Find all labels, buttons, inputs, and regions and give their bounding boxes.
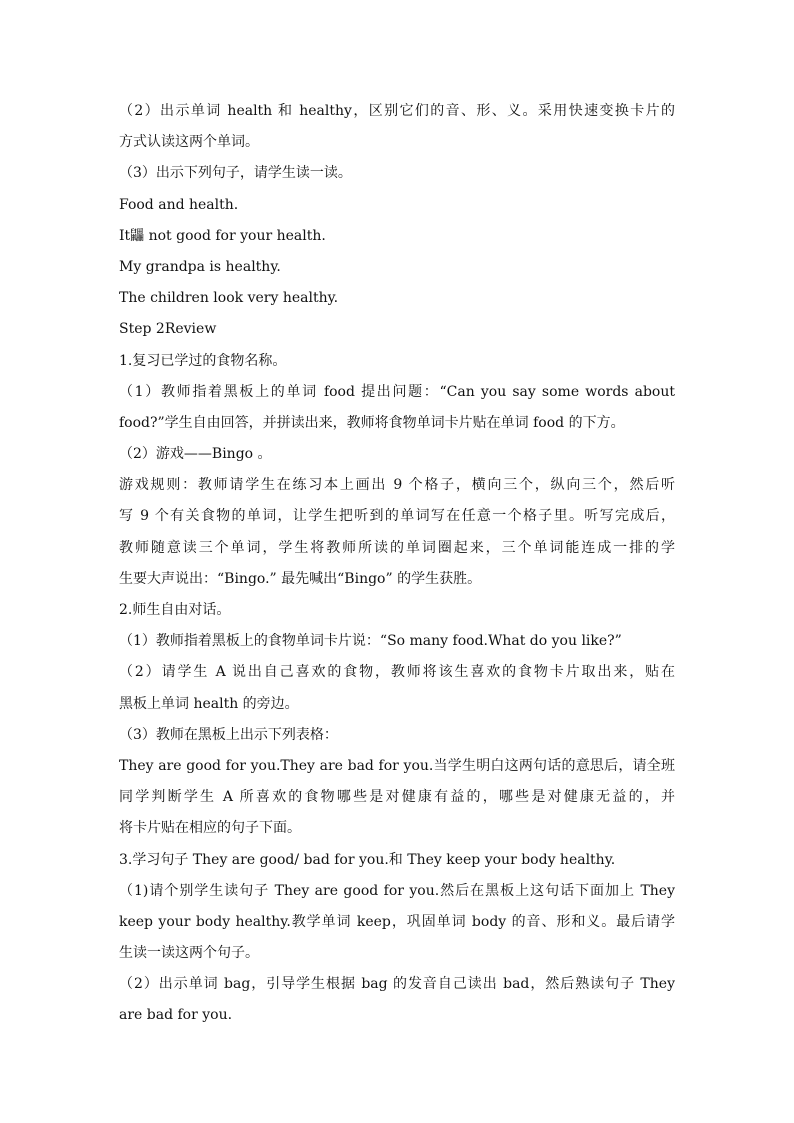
text-line: （2）出示单词 health 和 healthy，区别它们的音、形、义。采用快速变换卡片的 bbox=[119, 103, 675, 119]
text-line: 写 9 个有关食物的单词，让学生把听到的单词写在任意一个格子里。听写完成后， bbox=[119, 508, 675, 525]
text-line: （3）教师在黑板上出示下列表格： bbox=[119, 726, 338, 743]
item-3-learn-sentences bbox=[119, 845, 675, 876]
text-line: Food and health. bbox=[119, 196, 239, 213]
text-line: （1）教师指着黑板上的单词 food 提出问题：“Can you say some words about bbox=[119, 383, 675, 400]
para-3-table bbox=[119, 720, 675, 751]
they-are-good-bad bbox=[119, 751, 675, 845]
text-line: （3）出示下列句子，请学生读一读。 bbox=[119, 165, 352, 182]
text-line: （2）出示单词 bag，引导学生根据 bag 的发音自己读出 bad，然后熟读句子 They bbox=[119, 976, 675, 993]
text-line: 生读一读这两个句子。 bbox=[119, 945, 259, 962]
text-line: 2.师生自由对话。 bbox=[119, 602, 231, 618]
text-line: keep your body healthy.教学单词 keep，巩固单词 body 的音、形和义。最后请学 bbox=[119, 913, 675, 930]
text-line: 生要大声说出：“Bingo.” 最先喊出“Bingo” 的学生获胜。 bbox=[119, 570, 482, 587]
game-rules bbox=[119, 470, 675, 595]
sentence-children bbox=[119, 283, 675, 314]
step-2-heading bbox=[119, 314, 675, 345]
text-line: Step 2Review bbox=[119, 321, 217, 338]
text-line: （1)请个别学生读句子 They are good for you.然后在黑板上这句话下面加上 They bbox=[119, 882, 675, 899]
text-line: 方式认读这两个单词。 bbox=[119, 134, 259, 151]
para-1-teacher-question bbox=[119, 377, 675, 439]
text-line: 同学判断学生 A 所喜欢的食物哪些是对健康有益的，哪些是对健康无益的，并 bbox=[119, 789, 675, 806]
text-line: It鼺 not good for your health. bbox=[119, 227, 326, 244]
text-line: food?”学生自由回答，并拼读出来，教师将食物单词卡片贴在单词 food 的下方。 bbox=[119, 414, 625, 431]
text-line: My grandpa is healthy. bbox=[119, 258, 281, 275]
item-1-review-food bbox=[119, 346, 675, 377]
para-2-show-bag bbox=[119, 969, 675, 1031]
text-line: are bad for you. bbox=[119, 1007, 233, 1024]
document-body bbox=[119, 96, 675, 1032]
sentence-food-and-health bbox=[119, 190, 675, 221]
text-line: 3.学习句子 They are good/ bad for you.和 They keep your body healthy. bbox=[119, 851, 616, 868]
para-2-bingo bbox=[119, 439, 675, 470]
sentence-not-good bbox=[119, 221, 675, 252]
para-3-show-sentences bbox=[119, 158, 675, 189]
text-line: 黑板上单词 health 的旁边。 bbox=[119, 695, 299, 712]
text-line: （2）请学生 A 说出自己喜欢的食物，教师将该生喜欢的食物卡片取出来，贴在 bbox=[119, 664, 675, 681]
text-line: 游戏规则：教师请学生在练习本上画出 9 个格子，横向三个，纵向三个，然后听 bbox=[119, 477, 675, 494]
text-line: 教师随意读三个单词，学生将教师所读的单词圈起来，三个单词能连成一排的学 bbox=[119, 539, 675, 556]
para-2-show-words bbox=[119, 96, 675, 158]
text-line: （2）游戏——Bingo 。 bbox=[119, 446, 272, 463]
text-line: They are good for you.They are bad for you.当学生明白这两句话的意思后，请全班 bbox=[119, 757, 675, 774]
para-1-so-many-food bbox=[119, 626, 675, 657]
text-line: （1）教师指着黑板上的食物单词卡片说：“So many food.What do you like?” bbox=[119, 633, 622, 650]
sentence-grandpa bbox=[119, 252, 675, 283]
text-line: The children look very healthy. bbox=[119, 290, 339, 307]
para-2-student-a bbox=[119, 657, 675, 719]
text-line: 将卡片贴在相应的句子下面。 bbox=[119, 820, 301, 837]
para-1-individual-read bbox=[119, 876, 675, 970]
item-2-free-talk bbox=[119, 595, 675, 626]
text-line: 1.复习已学过的食物名称。 bbox=[119, 352, 287, 369]
